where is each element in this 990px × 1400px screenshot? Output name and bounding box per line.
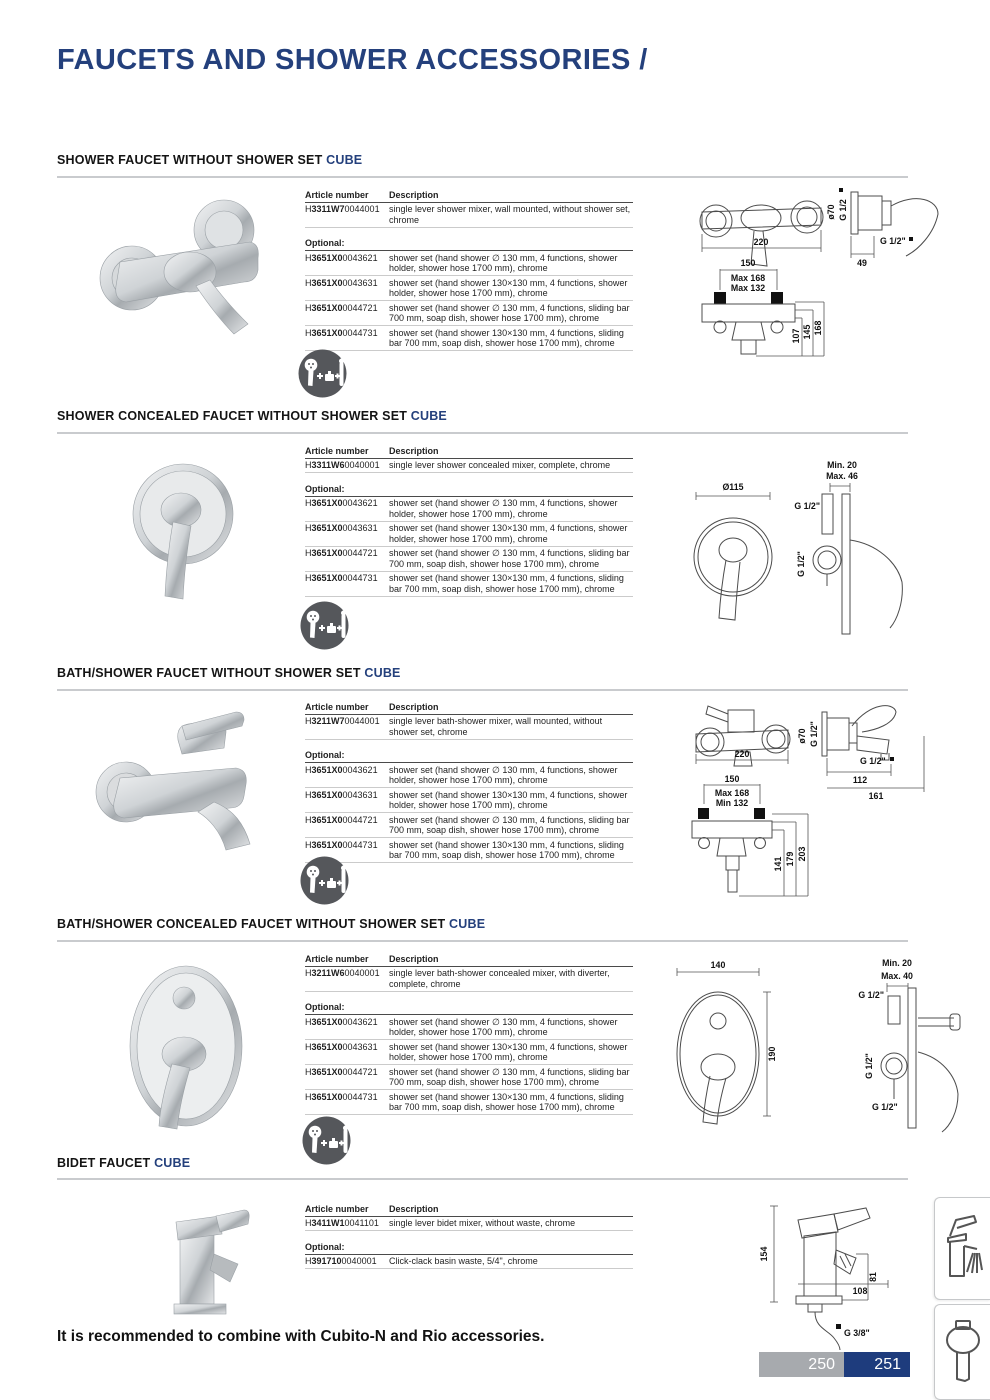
table-header-row: [305, 952, 633, 967]
article-number: H3651X00043631: [305, 277, 378, 288]
shower-set-badge-icon: [300, 601, 349, 650]
svg-text:150: 150: [740, 258, 756, 268]
svg-text:G 1/2": G 1/2": [872, 1102, 898, 1112]
divider: [57, 176, 908, 178]
table-row: [305, 203, 633, 228]
section-title: BATH/SHOWER CONCEALED FAUCET WITHOUT SHOWER SET: [57, 917, 446, 931]
description: shower set (hand shower 130×130 mm, 4 functions, sliding bar 700 mm, soap dish, shower hose 1700 mm), chrome: [389, 839, 624, 860]
svg-text:ø70: ø70: [797, 728, 807, 744]
table-row: [305, 276, 633, 301]
section-header-bath-shower-concealed: [57, 917, 917, 931]
description: single lever shower concealed mixer, complete, chrome: [389, 460, 611, 470]
svg-text:81: 81: [868, 1272, 878, 1282]
side-tab-concealed-faucet[interactable]: [934, 1304, 990, 1400]
section-header-shower-concealed: [57, 409, 917, 423]
svg-text:107: 107: [791, 328, 801, 344]
description: shower set (hand shower ∅ 130 mm, 4 functions, sliding bar 700 mm, soap dish, shower hose 1700 mm), chrome: [389, 1066, 630, 1087]
product-photo-bidet-mixer: [136, 1192, 251, 1340]
article-col-header: Article number: [305, 445, 369, 456]
article-number: H3651X00043621: [305, 252, 378, 263]
description: single lever shower mixer, wall mounted, without shower set, chrome: [389, 204, 631, 225]
table-row: [305, 838, 633, 863]
table-row: [305, 1217, 633, 1232]
product-photo-bath-shower-mixer: [86, 696, 276, 864]
svg-text:Max. 46: Max. 46: [826, 471, 858, 481]
article-col-header: Article number: [305, 189, 369, 200]
svg-text:145: 145: [802, 324, 812, 340]
article-number: H3651X00044731: [305, 327, 378, 338]
tech-diagram-bath-shower-concealed: [672, 954, 962, 1139]
description: single lever bidet mixer, without waste, chrome: [389, 1218, 576, 1228]
svg-text:161: 161: [868, 791, 884, 801]
table-header-row: [305, 444, 633, 459]
svg-text:220: 220: [753, 237, 769, 247]
optional-label: Optional:: [305, 237, 633, 252]
page-number-left: 250: [759, 1352, 844, 1377]
tech-diagram-shower-faucet: [688, 184, 953, 359]
article-number: H3917100040001: [305, 1256, 377, 1266]
description: shower set (hand shower 130×130 mm, 4 functions, shower holder, shower hose 1700 mm), chrome: [389, 523, 628, 544]
svg-text:G 1/2": G 1/2": [809, 721, 819, 747]
svg-text:154: 154: [759, 1246, 769, 1262]
table-row: [305, 459, 633, 474]
svg-text:168: 168: [813, 320, 823, 336]
table-header-row: [305, 700, 633, 715]
svg-text:Ø115: Ø115: [722, 482, 744, 492]
table-row: [305, 497, 633, 522]
svg-text:179: 179: [785, 851, 795, 867]
svg-text:150: 150: [724, 774, 740, 784]
article-number: H3311W70044001: [305, 204, 380, 214]
svg-text:Max 132: Max 132: [730, 283, 766, 293]
article-number: H3651X00043631: [305, 1041, 378, 1052]
brand-label: CUBE: [449, 917, 486, 931]
table-row: [305, 715, 633, 740]
description-col-header: Description: [389, 953, 439, 964]
section-title: BATH/SHOWER FAUCET WITHOUT SHOWER SET: [57, 666, 361, 680]
article-number: H3651X00043621: [305, 498, 378, 508]
description: shower set (hand shower ∅ 130 mm, 4 functions, shower holder, shower hose 1700 mm), chrome: [389, 498, 618, 519]
bidet-faucet-icon: [942, 1212, 984, 1286]
svg-text:49: 49: [857, 258, 867, 268]
spec-table: [305, 700, 633, 863]
table-row: [305, 813, 633, 838]
table-row: [305, 1065, 633, 1090]
svg-text:190: 190: [767, 1046, 777, 1062]
brand-label: CUBE: [364, 666, 401, 680]
svg-text:112: 112: [852, 775, 868, 785]
article-number: H3651X00044721: [305, 814, 378, 825]
description: shower set (hand shower 130×130 mm, 4 functions, sliding bar 700 mm, soap dish, shower hose 1700 mm), chrome: [389, 1091, 624, 1112]
description-col-header: Description: [389, 701, 439, 712]
article-number: H3651X00044731: [305, 573, 378, 583]
svg-text:Min. 20: Min. 20: [882, 958, 912, 968]
article-number: H3211W60040001: [305, 968, 380, 978]
spec-table: [305, 444, 633, 597]
optional-label: Optional:: [305, 1001, 633, 1016]
svg-text:G 1/2": G 1/2": [860, 756, 886, 766]
optional-label: Optional:: [305, 482, 633, 497]
divider: [57, 689, 908, 691]
section-header-bath-shower-faucet: [57, 666, 917, 680]
svg-text:G 1/2": G 1/2": [864, 1053, 874, 1079]
svg-text:Min 132: Min 132: [715, 798, 749, 808]
side-tab-bidet-faucet[interactable]: [934, 1197, 990, 1300]
description: single lever bath-shower mixer, wall mounted, without shower set, chrome: [389, 716, 603, 737]
description-col-header: Description: [389, 445, 439, 456]
description: shower set (hand shower ∅ 130 mm, 4 functions, sliding bar 700 mm, soap dish, shower hose 1700 mm), chrome: [389, 302, 630, 323]
section-title: SHOWER CONCEALED FAUCET WITHOUT SHOWER SET: [57, 409, 408, 423]
tech-diagram-bidet: [738, 1192, 948, 1352]
svg-text:Max 168: Max 168: [714, 788, 750, 798]
svg-text:G 1/2": G 1/2": [880, 236, 906, 246]
description-col-header: Description: [389, 1203, 439, 1214]
description: Click-clack basin waste, 5/4", chrome: [389, 1256, 538, 1266]
table-row: [305, 522, 633, 547]
table-row: [305, 547, 633, 572]
description: shower set (hand shower 130×130 mm, 4 functions, sliding bar 700 mm, soap dish, shower hose 1700 mm), chrome: [389, 327, 624, 348]
table-header-row: [305, 188, 633, 203]
article-col-header: Article number: [305, 701, 369, 712]
description: shower set (hand shower 130×130 mm, 4 functions, shower holder, shower hose 1700 mm), chrome: [389, 1041, 628, 1062]
product-photo-shower-mixer: [82, 186, 297, 348]
article-number: H3651X00044721: [305, 302, 378, 313]
divider: [57, 940, 908, 942]
table-row: [305, 788, 633, 813]
article-number: H3651X00043621: [305, 764, 378, 775]
divider: [57, 432, 908, 434]
optional-label: Optional:: [305, 1240, 633, 1255]
svg-text:220: 220: [734, 749, 750, 759]
table-row: [305, 572, 633, 597]
svg-text:G 1/2": G 1/2": [794, 501, 820, 511]
svg-text:G 1/2": G 1/2": [858, 990, 884, 1000]
article-number: H3651X00044721: [305, 548, 378, 558]
article-number: H3211W70044001: [305, 716, 380, 726]
description: single lever bath-shower concealed mixer, with diverter, complete, chrome: [389, 968, 610, 989]
article-number: H3311W60040001: [305, 460, 380, 470]
article-number: H3651X00044721: [305, 1066, 378, 1077]
table-row: [305, 326, 633, 351]
article-number: H3651X00043621: [305, 1016, 378, 1027]
description: shower set (hand shower ∅ 130 mm, 4 functions, sliding bar 700 mm, soap dish, shower hose 1700 mm), chrome: [389, 814, 630, 835]
page-title: FAUCETS AND SHOWER ACCESSORIES /: [57, 44, 648, 76]
svg-text:203: 203: [797, 846, 807, 862]
concealed-faucet-icon: [943, 1319, 983, 1385]
svg-text:Max 168: Max 168: [730, 273, 766, 283]
description: shower set (hand shower 130×130 mm, 4 functions, shower holder, shower hose 1700 mm), chrome: [389, 277, 628, 298]
article-number: H3651X00044731: [305, 839, 378, 850]
optional-label: Optional:: [305, 749, 633, 764]
spec-table: [305, 952, 633, 1115]
svg-text:ø70: ø70: [826, 204, 836, 220]
brand-label: CUBE: [154, 1156, 191, 1170]
section-header-bidet-faucet: [57, 1156, 917, 1170]
svg-text:G 1/2": G 1/2": [796, 551, 806, 577]
description: shower set (hand shower 130×130 mm, 4 functions, shower holder, shower hose 1700 mm), chrome: [389, 789, 628, 810]
description: shower set (hand shower ∅ 130 mm, 4 functions, sliding bar 700 mm, soap dish, shower hose 1700 mm), chrome: [389, 548, 630, 569]
svg-text:G 1/2: G 1/2: [838, 199, 848, 221]
article-number: H3651X00043631: [305, 523, 378, 533]
description: shower set (hand shower ∅ 130 mm, 4 functions, shower holder, shower hose 1700 mm), chrome: [389, 1016, 618, 1037]
svg-text:140: 140: [710, 960, 726, 970]
article-number: H3651X00044731: [305, 1091, 378, 1102]
table-row: [305, 967, 633, 992]
table-row: [305, 1040, 633, 1065]
table-row: [305, 1090, 633, 1115]
product-photo-concealed-bath-mixer: [126, 956, 248, 1134]
description-col-header: Description: [389, 189, 439, 200]
brand-label: CUBE: [410, 409, 447, 423]
table-row: [305, 1015, 633, 1040]
article-col-header: Article number: [305, 953, 369, 964]
section-header-shower-faucet: [57, 153, 917, 167]
article-col-header: Article number: [305, 1203, 369, 1214]
svg-text:G 3/8": G 3/8": [844, 1328, 870, 1338]
description: shower set (hand shower ∅ 130 mm, 4 functions, shower holder, shower hose 1700 mm), chrome: [389, 764, 618, 785]
tech-diagram-bath-shower-faucet: [684, 696, 959, 901]
product-photo-concealed-mixer: [126, 450, 244, 610]
table-row: [305, 251, 633, 276]
article-number: H3651X00043631: [305, 789, 378, 800]
shower-set-badge-icon: [298, 349, 347, 398]
spec-table: [305, 188, 633, 351]
table-row: [305, 301, 633, 326]
spec-table: [305, 1202, 633, 1269]
section-title: BIDET FAUCET: [57, 1156, 151, 1170]
recommendation-note: It is recommended to combine with Cubito-N and Rio accessories.: [57, 1328, 545, 1345]
svg-text:Min. 20: Min. 20: [827, 460, 857, 470]
svg-text:Max. 40: Max. 40: [881, 971, 913, 981]
article-number: H3411W10041101: [305, 1218, 379, 1228]
section-title: SHOWER FAUCET WITHOUT SHOWER SET: [57, 153, 323, 167]
table-row: [305, 1255, 633, 1270]
svg-text:108: 108: [852, 1286, 868, 1296]
brand-label: CUBE: [326, 153, 363, 167]
tech-diagram-shower-concealed: [692, 452, 927, 642]
page-number-right: 251: [844, 1352, 910, 1377]
svg-text:141: 141: [773, 856, 783, 872]
table-row: [305, 763, 633, 788]
divider: [57, 1178, 908, 1180]
shower-set-badge-icon: [300, 856, 349, 905]
table-header-row: [305, 1202, 633, 1217]
description: shower set (hand shower 130×130 mm, 4 functions, sliding bar 700 mm, soap dish, shower hose 1700 mm), chrome: [389, 573, 624, 594]
description: shower set (hand shower ∅ 130 mm, 4 functions, shower holder, shower hose 1700 mm), chrome: [389, 252, 618, 273]
